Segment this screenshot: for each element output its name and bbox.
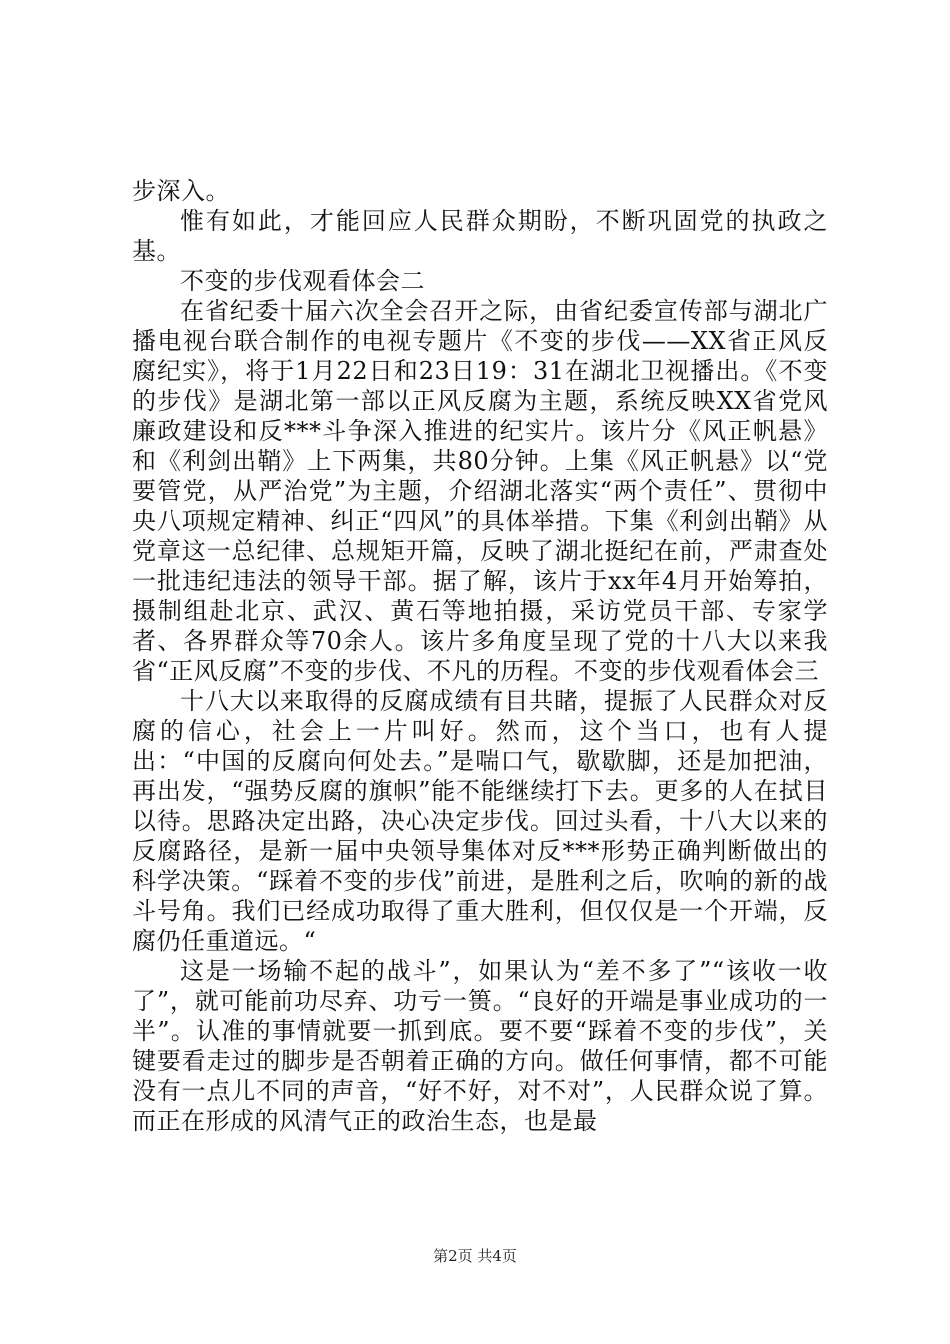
- paragraph: 惟有如此，才能回应人民群众期盼，不断巩固党的执政之基。: [132, 207, 828, 265]
- page-number: 第2页 共4页: [433, 1247, 517, 1265]
- paragraph: 在省纪委十届六次全会召开之际，由省纪委宣传部与湖北广播电视台联合制作的电视专题片《不变的步伐——XX省正风反腐纪实》，将于1月22日和23日19：31在湖北卫视播出。《不变的步伐》是湖北第一部以正风反腐为主题，系统反映XX省党风廉政建设和反***斗争深入推进的纪实片。该片分《风正帆悬》和《利剑出鞘》上下两集，共80分钟。上集《风正帆悬》以“党要管党，从严治党”为主题，介绍湖北落实“两个责任”、贯彻中央八项规定精神、纠正“四风”的具体举措。下集《利剑出鞘》从党章这一总纪律、总规矩开篇，反映了湖北挺纪在前，严肃查处一批违纪违法的领导干部。据了解，该片于xx年4月开始筹拍，摄制组赴北京、武汉、黄石等地拍摄，采访党员干部、专家学者、各界群众等70余人。该片多角度呈现了党的十八大以来我省“正风反腐”不变的步伐、不凡的历程。不变的步伐观看体会三: [132, 297, 828, 685]
- paragraph-continuation: 步深入。: [132, 177, 230, 205]
- page-footer: [0, 1246, 950, 1266]
- paragraph: 十八大以来取得的反腐成绩有目共睹，提振了人民群众对反腐的信心，社会上一片叫好。然而，这个当口，也有人提出：“中国的反腐向何处去。”是喘口气，歇歇脚，还是加把油，再出发，“强势反腐的旗帜”能不能继续打下去。更多的人在拭目以待。思路决定出路，决心决定步伐。回过头看，十八大以来的反腐路径，是新一届中央领导集体对反***形势正确判断做出的科学决策。“踩着不变的步伐”前进，是胜利之后，吹响的新的战斗号角。我们已经成功取得了重大胜利，但仅仅是一个开端，反腐仍任重道远。“: [132, 687, 828, 955]
- section-heading: 不变的步伐观看体会二: [180, 267, 425, 295]
- paragraph: 这是一场输不起的战斗”，如果认为“差不多了”“该收一收了”，就可能前功尽弃、功亏一篑。“良好的开端是事业成功的一半”。认准的事情就要一抓到底。要不要“踩着不变的步伐”，关键要看走过的脚步是否朝着正确的方向。做任何事情，都不可能没有一点儿不同的声音，“好不好，对不对”，人民群众说了算。而正在形成的风清气正的政治生态，也是最: [132, 957, 828, 1135]
- document-body: [132, 176, 828, 1136]
